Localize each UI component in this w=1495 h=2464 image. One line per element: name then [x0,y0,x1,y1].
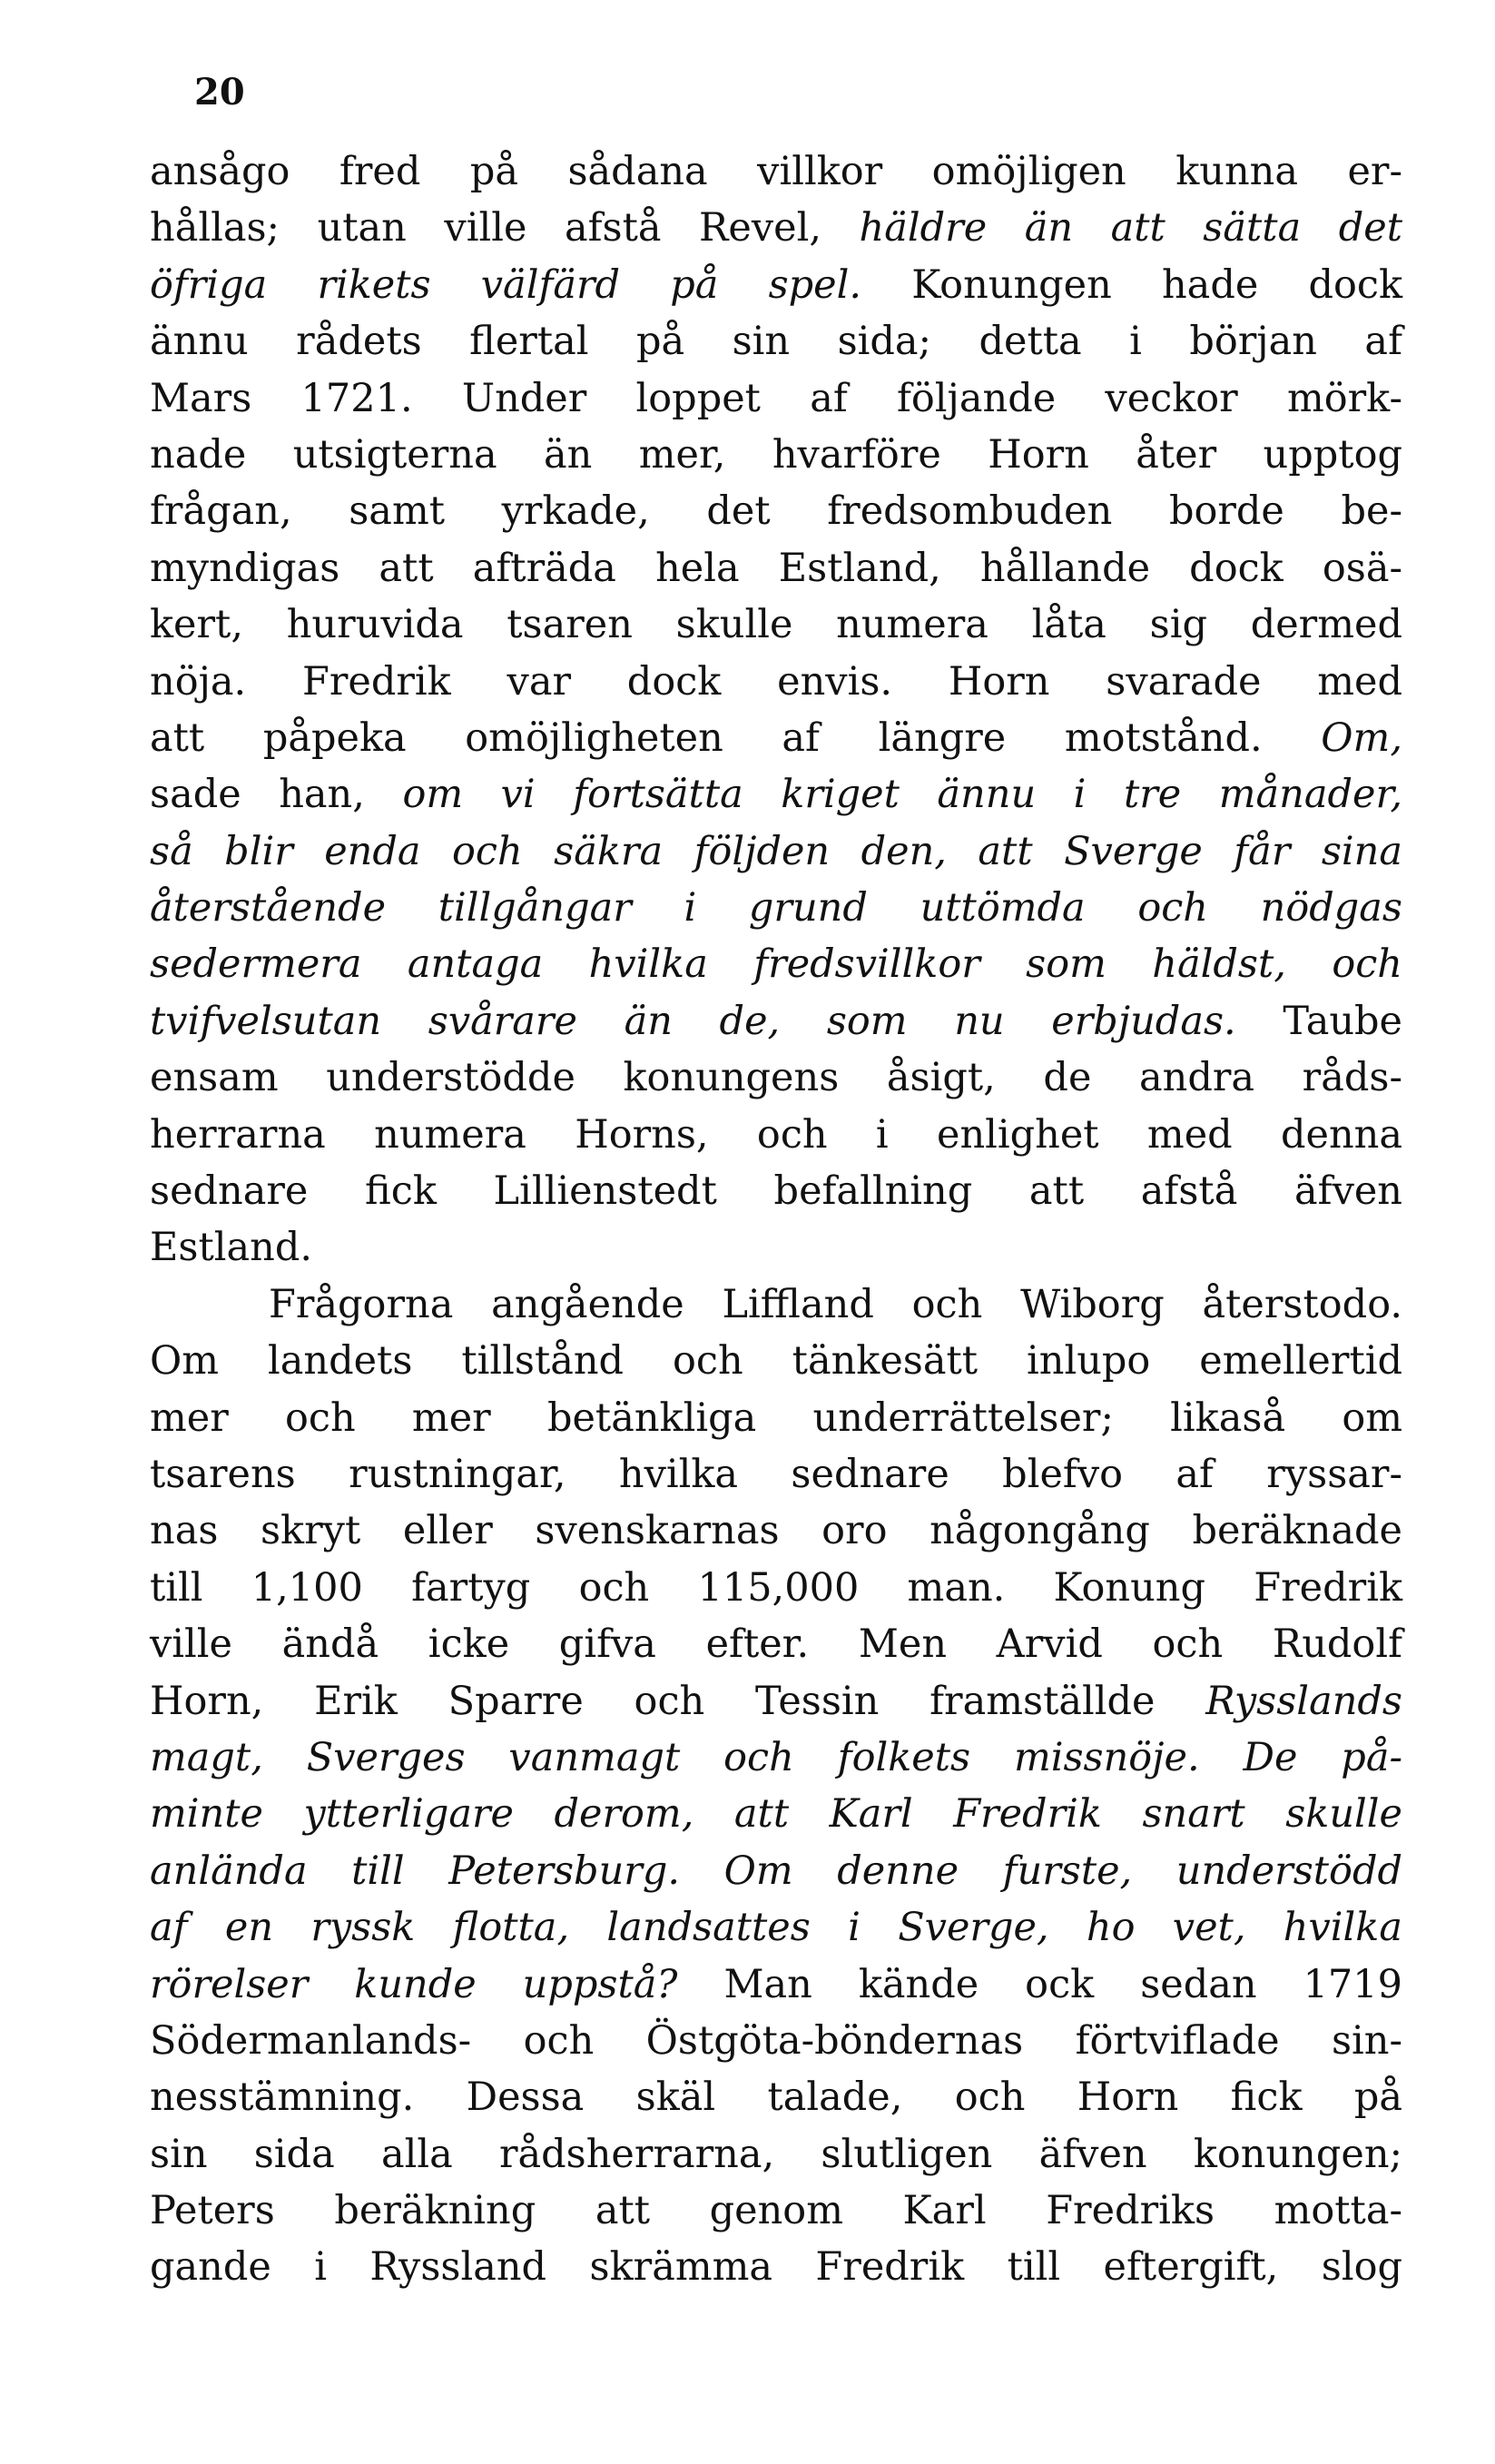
italic-text-segment: minte ytterligare derom, att Karl Fredrik snart skulle [150,1791,1402,1838]
text-segment: nesstämning. Dessa skäl talade, och Horn fick på [150,2075,1402,2121]
italic-text-segment: sedermera antaga hvilka fredsvillkor som häldst, och [150,941,1402,988]
text-line [150,1843,1402,1899]
italic-text-segment: tvifvelsutan svårare än de, som nu erbjudas. [150,998,1236,1044]
italic-text-segment: häldre än att sätta det [859,205,1402,251]
text-line [150,1899,1402,1956]
text-segment: ännu rådets flertal på sin sida; detta i början af [150,319,1402,365]
text-line [150,596,1402,653]
text-line [150,766,1402,823]
text-segment: gande i Ryssland skrämma Fredrik till eftergift, slog [150,2244,1402,2291]
text-segment: Peters beräkning att genom Karl Fredriks motta- [150,2188,1402,2234]
text-segment: mer och mer betänkliga underrättelser; likaså om [150,1395,1402,1441]
text-line [150,1560,1402,1616]
text-segment: nas skryt eller svenskarnas oro någongång beräknade [150,1508,1402,1554]
text-line [150,880,1402,936]
text-line [150,1956,1402,2013]
text-line [150,143,1402,200]
italic-text-segment: rörelser kunde uppstå? [150,1961,678,2007]
text-segment: ville ändå icke gifva efter. Men Arvid och Rudolf [150,1621,1402,1668]
text-line [150,993,1402,1050]
text-line [150,1503,1402,1559]
text-line [150,1219,1402,1276]
text-segment: frågan, samt yrkade, det fredsombuden borde be- [150,488,1402,535]
text-segment: Om landets tillstånd och tänkesätt inlupo emellertid [150,1338,1402,1385]
text-segment: nade utsigterna än mer, hvarföre Horn åter upptog [150,431,1402,478]
text-line [150,1446,1402,1503]
text-line [150,1673,1402,1730]
text-segment: Man kände ock sedan 1719 [677,1961,1402,2007]
text-segment: nöja. Fredrik var dock envis. Horn svarade med [150,658,1402,705]
text-line [150,313,1402,370]
italic-text-segment: anlända till Petersburg. Om denne furste, understödd [150,1848,1402,1894]
text-line [150,257,1402,313]
text-line [150,1786,1402,1842]
text-segment: Taube [1235,998,1402,1044]
text-line [150,1730,1402,1786]
text-line [150,1163,1402,1219]
page-number: 20 [194,71,245,113]
text-segment: Konungen hade dock [861,261,1403,308]
text-line [150,370,1402,427]
text-segment: Södermanlands- och Östgöta-böndernas förtviflade sin- [150,2017,1402,2064]
text-line [150,2183,1402,2239]
text-line [150,2239,1402,2295]
text-line [150,427,1402,483]
text-line [150,1050,1402,1106]
text-line [150,483,1402,539]
text-line [150,936,1402,992]
text-line [150,1107,1402,1163]
text-segment: herrarna numera Horns, och i enlighet med denna [150,1111,1402,1158]
italic-text-segment: Om, [1321,715,1402,761]
text-line [150,710,1402,766]
italic-text-segment: af en ryssk flotta, landsattes i Sverge, ho vet, hvilka [150,1905,1402,1951]
text-segment: kert, huruvida tsaren skulle numera låta sig dermed [150,602,1402,648]
text-segment: tsarens rustningar, hvilka sednare blefvo af ryssar- [150,1451,1402,1497]
text-line [150,1390,1402,1446]
text-segment: ansågo fred på sådana villkor omöjligen kunna er- [150,149,1402,194]
text-segment: till 1,100 fartyg och 115,000 man. Konung Fredrik [150,1564,1402,1611]
italic-text-segment: återstående tillgångar i grund uttömda och nödgas [150,885,1402,931]
text-segment: att påpeka omöjligheten af längre motstånd. [150,715,1322,761]
text-segment: myndigas att afträda hela Estland, hållande dock osä- [150,545,1402,591]
text-segment: sin sida alla rådsherrarna, slutligen äfven konungen; [150,2131,1402,2177]
text-segment: Mars 1721. Under loppet af följande veckor mörk- [150,375,1402,421]
body-text [150,143,1402,2296]
text-line [150,1333,1402,1389]
text-segment: Horn, Erik Sparre och Tessin framställde [150,1678,1206,1724]
text-segment: Frågorna angående Liffland och Wiborg återstodo. [269,1281,1402,1327]
text-segment: sade han, [150,772,403,818]
italic-text-segment: magt, Sverges vanmagt och folkets missnöje. De på- [150,1734,1402,1780]
text-segment: ensam understödde konungens åsigt, de andra råds- [150,1055,1402,1101]
italic-text-segment: om vi fortsätta kriget ännu i tre månader, [402,772,1402,818]
italic-text-segment: Rysslands [1205,1678,1402,1724]
text-line [150,1616,1402,1672]
text-segment: sednare fick Lillienstedt befallning att afstå äfven [150,1168,1402,1215]
text-segment: hållas; utan ville afstå Revel, [150,205,860,251]
text-line [150,200,1402,256]
italic-text-segment: öfriga rikets välfärd på spel. [150,261,862,308]
text-line [150,540,1402,596]
text-line [150,2126,1402,2183]
text-line [150,654,1402,710]
text-line [150,823,1402,880]
text-line [150,1276,1402,1333]
italic-text-segment: så blir enda och säkra följden den, att Sverge får sina [150,828,1402,874]
text-line [150,2013,1402,2069]
text-segment: Estland. [150,1225,313,1271]
text-line [150,2069,1402,2125]
